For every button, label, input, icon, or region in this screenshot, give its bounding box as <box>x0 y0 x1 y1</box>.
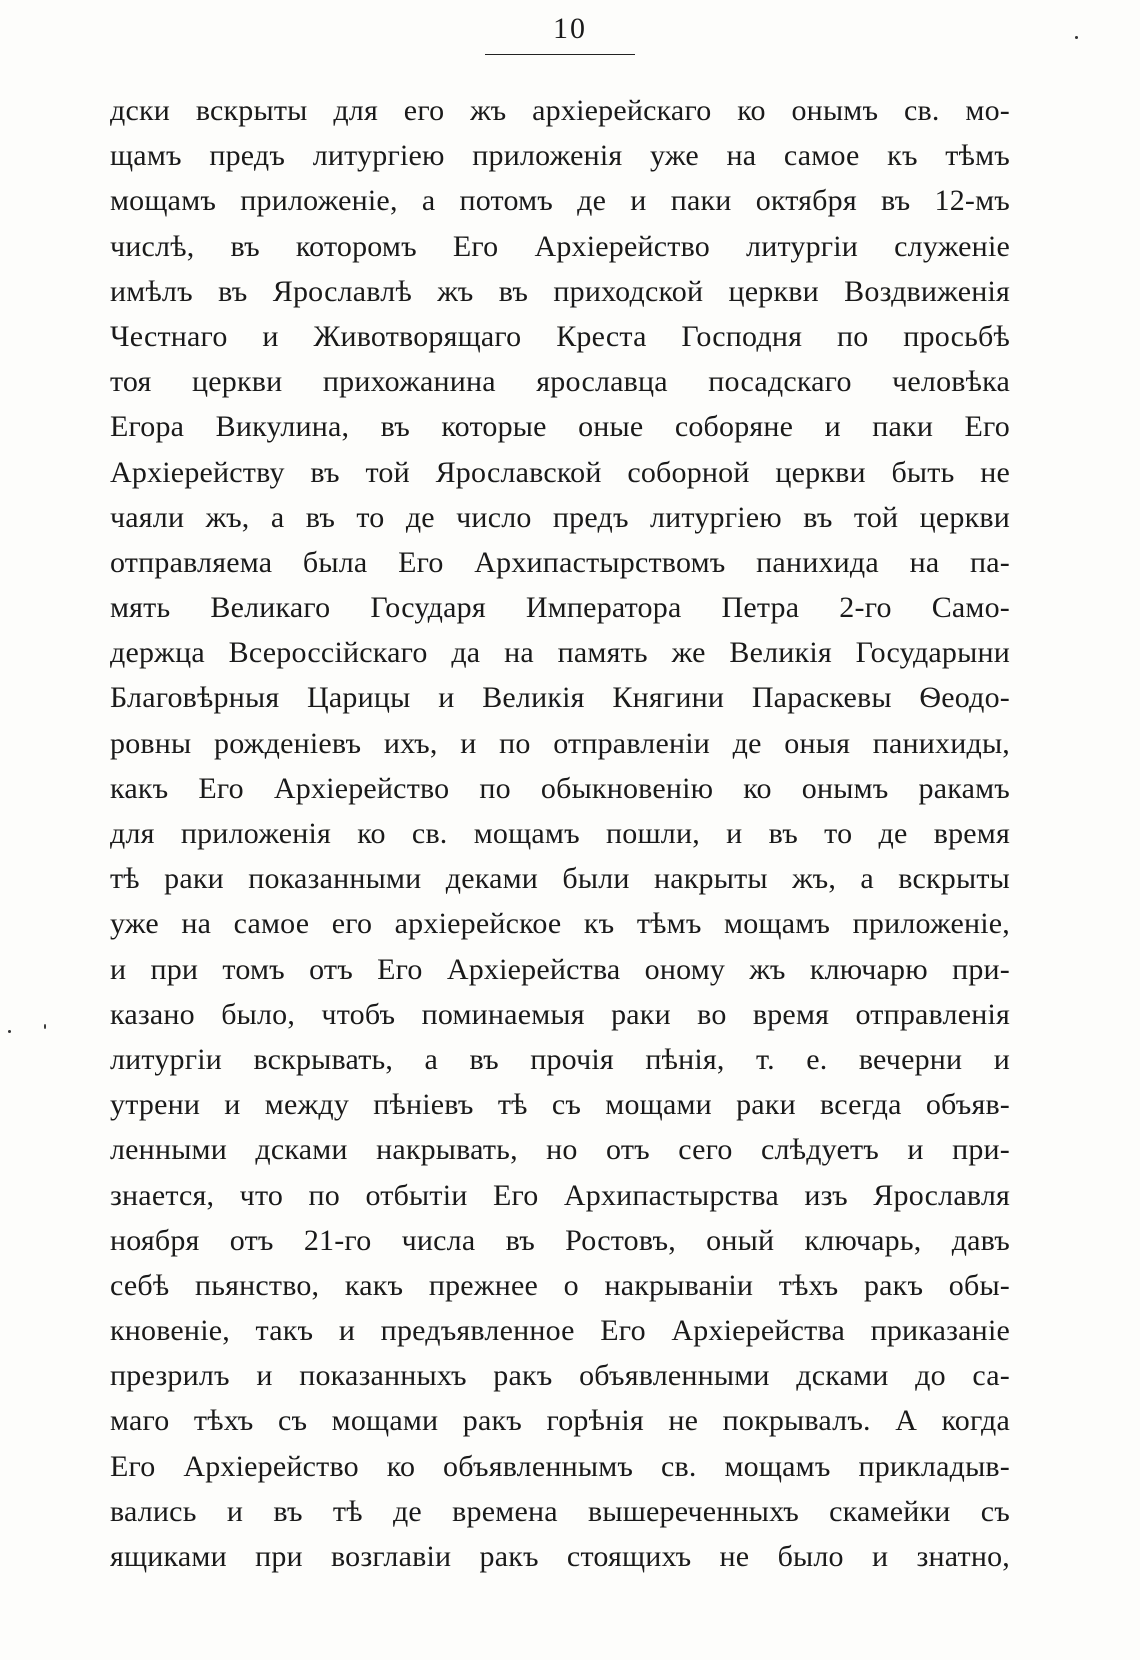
body-text <box>110 88 1010 1579</box>
scan-speck <box>8 1030 11 1033</box>
text-line: для приложенiя ко св. мощамъ пошли, и въ то де время <box>110 817 1010 850</box>
text-line: Егора Викулина, въ которые оные соборяне и паки Его <box>110 410 1010 444</box>
text-line: ноября отъ 21-го числа въ Ростовъ, оный ключарь, давъ <box>110 1223 1010 1257</box>
text-line: вались и въ тѣ де времена вышереченныхъ скамейки съ <box>110 1494 1010 1528</box>
text-line: себѣ пьянство, какъ прежнее о накрыванiи тѣхъ ракъ обы- <box>110 1268 1010 1302</box>
text-line: отправляема была Его Архипастырствомъ панихида на па- <box>110 545 1010 579</box>
text-line: дски вскрыты для его жъ архiерейскаго ко онымъ св. мо- <box>110 94 1010 127</box>
text-line: литургiи вскрывать, а въ прочiя пѣнiя, т. е. вечерни и <box>110 1042 1010 1076</box>
text-line: маго тѣхъ съ мощами ракъ горѣнiя не покрывалъ. А когда <box>110 1404 1010 1438</box>
page-number: 10 <box>553 12 587 45</box>
text-line: ящиками при возглавiи ракъ стоящихъ не было и знатно, <box>110 1540 1010 1573</box>
text-line: ленными дсками накрывать, но отъ сего слѣдуетъ и при- <box>110 1133 1010 1167</box>
text-line: уже на самое его архiерейское къ тѣмъ мощамъ приложенiе, <box>110 907 1010 941</box>
text-line: Честнаго и Животворящаго Креста Господня по просьбѣ <box>110 319 1010 353</box>
text-line: щамъ предъ литургiею приложенiя уже на самое къ тѣмъ <box>110 139 1010 173</box>
text-line: тоя церкви прихожанина ярославца посадскаго человѣка <box>110 365 1010 399</box>
text-line: мять Великаго Государя Императора Петра 2-го Само- <box>110 591 1010 625</box>
text-line: чаяли жъ, а въ то де число предъ литургiею въ той церкви <box>110 500 1010 534</box>
text-line: Благовѣрныя Царицы и Великiя Княгини Параскевы Ѳеодо- <box>110 681 1010 715</box>
text-line: знается, что по отбытiи Его Архипастырства изъ Ярославля <box>110 1178 1010 1212</box>
text-line: и при томъ отъ Его Архiерейства оному жъ ключарю при- <box>110 952 1010 986</box>
text-line: числѣ, въ которомъ Его Архiерейство литургiи служенiе <box>110 229 1010 263</box>
scan-speck <box>44 1024 46 1029</box>
text-line: мощамъ приложенiе, а потомъ де и паки октября въ 12-мъ <box>110 184 1010 218</box>
text-line: утрени и между пѣнiевъ тѣ съ мощами раки всегда объяв- <box>110 1088 1010 1122</box>
text-line: Архiерейству въ той Ярославской соборной церкви быть не <box>110 455 1010 489</box>
text-line: презрилъ и показанныхъ ракъ объявленными дсками до са- <box>110 1359 1010 1393</box>
text-line: держца Всероссiйскаго да на память же Великiя Государыни <box>110 636 1010 670</box>
scan-speck <box>1075 36 1078 39</box>
text-line: тѣ раки показанными деками были накрыты жъ, а вскрыты <box>110 862 1010 896</box>
text-line: имѣлъ въ Ярославлѣ жъ въ приходской церкви Воздвиженiя <box>110 274 1010 308</box>
text-line: Его Архiерейство ко объявленнымъ св. мощамъ прикладыв- <box>110 1449 1010 1483</box>
text-line: кновенiе, такъ и предъявленное Его Архiерейства приказанiе <box>110 1314 1010 1348</box>
text-line: какъ Его Архiерейство по обыкновенiю ко онымъ ракамъ <box>110 771 1010 805</box>
text-line: казано было, чтобъ поминаемыя раки во время отправленiя <box>110 997 1010 1031</box>
header-rule <box>485 54 635 55</box>
text-line: ровны рожденiевъ ихъ, и по отправленiи де оныя панихиды, <box>110 726 1010 760</box>
